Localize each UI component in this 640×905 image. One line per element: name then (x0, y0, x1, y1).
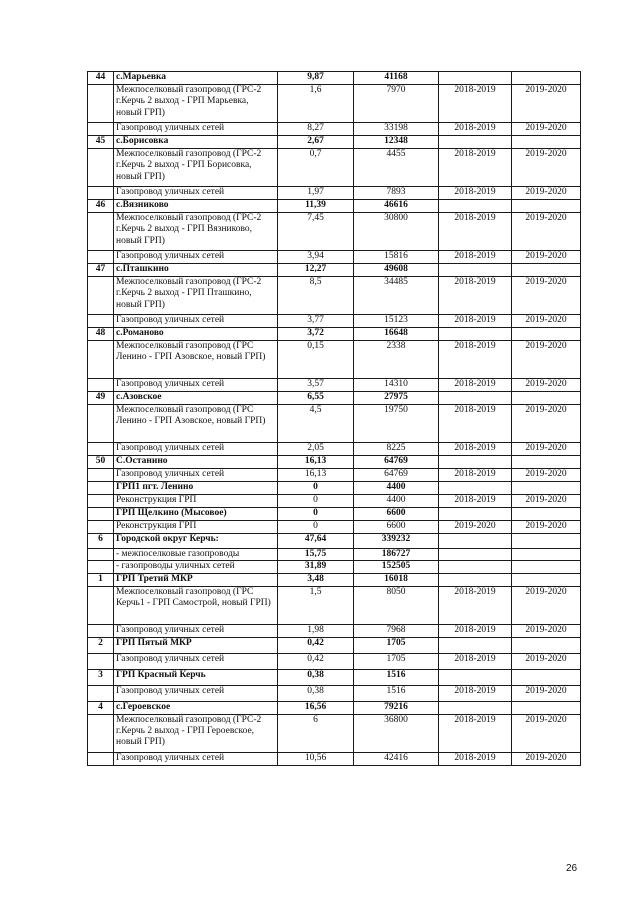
row-length: 0 (278, 482, 354, 495)
row-start-year: 2018-2019 (439, 341, 512, 379)
row-length: 1,6 (278, 85, 354, 123)
row-end-year (512, 561, 581, 573)
row-name: Межпоселковый газопровод (ГРС Ленино - ГРП Азовское, новый ГРП) (114, 405, 278, 443)
table-body (88, 72, 581, 766)
row-length: 16,56 (278, 701, 354, 714)
row-cost: 16018 (354, 573, 439, 586)
table-row (88, 752, 581, 765)
table-row (88, 624, 581, 637)
row-number (88, 561, 114, 573)
row-start-year: 2018-2019 (439, 624, 512, 637)
row-name: Газопровод уличных сетей (114, 379, 278, 392)
row-start-year (439, 264, 512, 277)
row-start-year: 2018-2019 (439, 315, 512, 328)
gas-pipeline-table (87, 71, 581, 766)
row-start-year (439, 561, 512, 573)
row-number: 2 (88, 637, 114, 653)
row-number (88, 213, 114, 251)
row-end-year: 2019-2020 (512, 379, 581, 392)
row-start-year (439, 200, 512, 213)
table-row (88, 561, 581, 573)
row-start-year: 2018-2019 (439, 752, 512, 765)
row-name: - межпоселковые газопроводы (114, 549, 278, 561)
row-length: 1,97 (278, 187, 354, 200)
row-cost: 1705 (354, 637, 439, 653)
row-length: 0,42 (278, 637, 354, 653)
row-end-year: 2019-2020 (512, 752, 581, 765)
row-number (88, 149, 114, 187)
row-number (88, 752, 114, 765)
row-length: 0,38 (278, 685, 354, 701)
row-cost: 7893 (354, 187, 439, 200)
row-cost: 49608 (354, 264, 439, 277)
table-row (88, 187, 581, 200)
row-number: 44 (88, 72, 114, 85)
table-row (88, 149, 581, 187)
row-number (88, 586, 114, 624)
row-name: с.Героевское (114, 701, 278, 714)
row-start-year: 2018-2019 (439, 714, 512, 752)
row-start-year (439, 392, 512, 405)
row-cost: 1516 (354, 669, 439, 685)
row-number (88, 277, 114, 315)
row-length: 8,27 (278, 123, 354, 136)
row-cost: 19750 (354, 405, 439, 443)
row-cost: 4400 (354, 482, 439, 495)
table-row (88, 443, 581, 456)
row-length: 2,05 (278, 443, 354, 456)
row-cost: 2338 (354, 341, 439, 379)
row-name: - газопроводы уличных сетей (114, 561, 278, 573)
row-length: 0,38 (278, 669, 354, 685)
row-name: Газопровод уличных сетей (114, 624, 278, 637)
table-row (88, 213, 581, 251)
row-end-year: 2019-2020 (512, 277, 581, 315)
row-name: ГРП Третий МКР (114, 573, 278, 586)
row-length: 3,77 (278, 315, 354, 328)
row-start-year: 2018-2019 (439, 685, 512, 701)
row-length: 1,5 (278, 586, 354, 624)
row-end-year: 2019-2020 (512, 213, 581, 251)
row-name: Газопровод уличных сетей (114, 653, 278, 669)
row-number (88, 379, 114, 392)
table-row (88, 405, 581, 443)
row-name: с.Пташкино (114, 264, 278, 277)
table-row (88, 72, 581, 85)
row-length: 3,94 (278, 251, 354, 264)
row-start-year (439, 549, 512, 561)
row-number: 46 (88, 200, 114, 213)
row-start-year (439, 72, 512, 85)
row-number: 45 (88, 136, 114, 149)
row-end-year (512, 534, 581, 549)
table-row (88, 277, 581, 315)
table-row (88, 482, 581, 495)
row-name: Газопровод уличных сетей (114, 251, 278, 264)
row-end-year: 2019-2020 (512, 85, 581, 123)
table-row (88, 508, 581, 521)
row-end-year: 2019-2020 (512, 443, 581, 456)
row-cost: 4400 (354, 495, 439, 508)
row-start-year: 2018-2019 (439, 213, 512, 251)
row-start-year (439, 573, 512, 586)
row-number (88, 714, 114, 752)
row-end-year: 2019-2020 (512, 341, 581, 379)
row-length: 0 (278, 521, 354, 534)
row-length: 12,27 (278, 264, 354, 277)
row-start-year (439, 456, 512, 469)
table-row (88, 328, 581, 341)
row-cost: 33198 (354, 123, 439, 136)
table-row (88, 495, 581, 508)
row-length: 16,13 (278, 456, 354, 469)
row-cost: 64769 (354, 456, 439, 469)
row-end-year: 2019-2020 (512, 315, 581, 328)
row-number (88, 123, 114, 136)
row-number (88, 341, 114, 379)
row-length: 47,64 (278, 534, 354, 549)
row-name: Межпоселковый газопровод (ГРС Ленино - ГРП Азовское, новый ГРП) (114, 341, 278, 379)
row-name: с.Марьевка (114, 72, 278, 85)
row-cost: 16648 (354, 328, 439, 341)
row-length: 9,87 (278, 72, 354, 85)
row-length: 3,72 (278, 328, 354, 341)
row-name: Реконструкция ГРП (114, 521, 278, 534)
row-start-year: 2019-2020 (439, 521, 512, 534)
row-number: 6 (88, 534, 114, 549)
row-end-year: 2019-2020 (512, 586, 581, 624)
row-length: 0,15 (278, 341, 354, 379)
table-row (88, 123, 581, 136)
row-start-year (439, 482, 512, 495)
row-start-year: 2018-2019 (439, 379, 512, 392)
row-end-year: 2019-2020 (512, 123, 581, 136)
row-end-year (512, 701, 581, 714)
row-cost: 6600 (354, 521, 439, 534)
row-end-year (512, 136, 581, 149)
row-cost: 12348 (354, 136, 439, 149)
row-name: Городской округ Керчь: (114, 534, 278, 549)
table-row (88, 315, 581, 328)
table-row (88, 685, 581, 701)
table-row (88, 136, 581, 149)
row-start-year: 2018-2019 (439, 653, 512, 669)
row-name: Межпоселковый газопровод (ГРС-2 г.Керчь 2 выход - ГРП Героевское, новый ГРП) (114, 714, 278, 752)
row-name: Газопровод уличных сетей (114, 469, 278, 482)
row-start-year (439, 508, 512, 521)
row-number (88, 624, 114, 637)
row-start-year: 2018-2019 (439, 251, 512, 264)
row-cost: 1705 (354, 653, 439, 669)
row-number: 50 (88, 456, 114, 469)
table-row (88, 521, 581, 534)
table-row (88, 379, 581, 392)
table-row (88, 264, 581, 277)
table-row (88, 669, 581, 685)
row-number: 1 (88, 573, 114, 586)
row-name: Межпоселковый газопровод (ГРС-2 г.Керчь 2 выход - ГРП Пташкино, новый ГРП) (114, 277, 278, 315)
row-cost: 15816 (354, 251, 439, 264)
row-number: 49 (88, 392, 114, 405)
row-end-year (512, 482, 581, 495)
table-row (88, 653, 581, 669)
row-number (88, 251, 114, 264)
row-end-year (512, 264, 581, 277)
row-number: 47 (88, 264, 114, 277)
row-length: 31,89 (278, 561, 354, 573)
row-number (88, 521, 114, 534)
table-row (88, 534, 581, 549)
row-number (88, 495, 114, 508)
row-cost: 8050 (354, 586, 439, 624)
row-cost: 42416 (354, 752, 439, 765)
row-cost: 27975 (354, 392, 439, 405)
row-end-year: 2019-2020 (512, 521, 581, 534)
row-number (88, 187, 114, 200)
row-number (88, 469, 114, 482)
row-cost: 79216 (354, 701, 439, 714)
row-end-year: 2019-2020 (512, 405, 581, 443)
row-number: 48 (88, 328, 114, 341)
row-name: с.Азовское (114, 392, 278, 405)
row-length: 11,39 (278, 200, 354, 213)
table-row (88, 701, 581, 714)
table-row (88, 200, 581, 213)
row-name: с.Романово (114, 328, 278, 341)
row-name: с.Борисовка (114, 136, 278, 149)
table-row (88, 549, 581, 561)
row-number: 3 (88, 669, 114, 685)
page-number: 26 (566, 863, 578, 874)
table-row (88, 392, 581, 405)
row-length: 0,42 (278, 653, 354, 669)
table-row (88, 456, 581, 469)
row-name: с.Вязниково (114, 200, 278, 213)
row-name: Межпоселковый газопровод (ГРС-2 г.Керчь 2 выход - ГРП Марьевка, новый ГРП) (114, 85, 278, 123)
row-name: Газопровод уличных сетей (114, 685, 278, 701)
row-cost: 46616 (354, 200, 439, 213)
row-end-year (512, 392, 581, 405)
row-end-year (512, 456, 581, 469)
row-cost: 34485 (354, 277, 439, 315)
row-end-year (512, 637, 581, 653)
row-cost: 186727 (354, 549, 439, 561)
row-length: 15,75 (278, 549, 354, 561)
table-row (88, 341, 581, 379)
row-name: Газопровод уличных сетей (114, 443, 278, 456)
row-start-year: 2018-2019 (439, 495, 512, 508)
row-cost: 6600 (354, 508, 439, 521)
row-length: 3,48 (278, 573, 354, 586)
row-number (88, 405, 114, 443)
row-cost: 36800 (354, 714, 439, 752)
row-length: 0,7 (278, 149, 354, 187)
row-name: Газопровод уличных сетей (114, 315, 278, 328)
row-number (88, 685, 114, 701)
row-length: 6 (278, 714, 354, 752)
row-cost: 1516 (354, 685, 439, 701)
row-start-year (439, 669, 512, 685)
row-start-year: 2018-2019 (439, 405, 512, 443)
row-cost: 15123 (354, 315, 439, 328)
row-cost: 14310 (354, 379, 439, 392)
row-name: Межпоселковый газопровод (ГРС Керчь1 - ГРП Самострой, новый ГРП) (114, 586, 278, 624)
row-start-year (439, 534, 512, 549)
row-cost: 7970 (354, 85, 439, 123)
row-cost: 41168 (354, 72, 439, 85)
row-number (88, 85, 114, 123)
row-end-year (512, 549, 581, 561)
row-end-year (512, 508, 581, 521)
row-length: 0 (278, 495, 354, 508)
row-end-year: 2019-2020 (512, 495, 581, 508)
row-name: Газопровод уличных сетей (114, 123, 278, 136)
row-number (88, 315, 114, 328)
row-start-year: 2018-2019 (439, 277, 512, 315)
row-length: 8,5 (278, 277, 354, 315)
row-start-year: 2018-2019 (439, 469, 512, 482)
row-start-year (439, 328, 512, 341)
row-end-year: 2019-2020 (512, 714, 581, 752)
row-number: 4 (88, 701, 114, 714)
row-name: ГРП Красный Керчь (114, 669, 278, 685)
row-end-year: 2019-2020 (512, 685, 581, 701)
row-end-year (512, 200, 581, 213)
row-start-year: 2018-2019 (439, 149, 512, 187)
table-row (88, 251, 581, 264)
row-name: Межпоселковый газопровод (ГРС-2 г.Керчь 2 выход - ГРП Вязниково, новый ГРП) (114, 213, 278, 251)
table-row (88, 637, 581, 653)
row-length: 10,56 (278, 752, 354, 765)
row-end-year: 2019-2020 (512, 624, 581, 637)
row-length: 0 (278, 508, 354, 521)
table-row (88, 85, 581, 123)
row-start-year: 2018-2019 (439, 123, 512, 136)
row-length: 4,5 (278, 405, 354, 443)
row-cost: 30800 (354, 213, 439, 251)
row-end-year (512, 669, 581, 685)
table-row (88, 586, 581, 624)
row-cost: 8225 (354, 443, 439, 456)
row-length: 2,67 (278, 136, 354, 149)
row-cost: 152505 (354, 561, 439, 573)
row-name: Газопровод уличных сетей (114, 752, 278, 765)
row-end-year (512, 72, 581, 85)
row-length: 6,55 (278, 392, 354, 405)
row-end-year (512, 573, 581, 586)
table-row (88, 469, 581, 482)
row-end-year: 2019-2020 (512, 149, 581, 187)
row-number (88, 443, 114, 456)
row-name: Реконструкция ГРП (114, 495, 278, 508)
row-length: 3,57 (278, 379, 354, 392)
row-name: ГРП Щелкино (Мысовое) (114, 508, 278, 521)
row-length: 7,45 (278, 213, 354, 251)
row-end-year (512, 328, 581, 341)
row-name: С.Останино (114, 456, 278, 469)
row-cost: 339232 (354, 534, 439, 549)
row-cost: 64769 (354, 469, 439, 482)
row-start-year: 2018-2019 (439, 187, 512, 200)
row-number (88, 653, 114, 669)
row-start-year (439, 136, 512, 149)
row-length: 16,13 (278, 469, 354, 482)
row-start-year (439, 637, 512, 653)
row-end-year: 2019-2020 (512, 251, 581, 264)
row-end-year: 2019-2020 (512, 187, 581, 200)
table-row (88, 573, 581, 586)
row-start-year: 2018-2019 (439, 85, 512, 123)
row-start-year (439, 701, 512, 714)
row-number (88, 482, 114, 495)
row-number (88, 549, 114, 561)
table-row (88, 714, 581, 752)
row-cost: 7968 (354, 624, 439, 637)
row-start-year: 2018-2019 (439, 443, 512, 456)
row-cost: 4455 (354, 149, 439, 187)
row-name: ГРП1 пгт. Ленино (114, 482, 278, 495)
row-name: Межпоселковый газопровод (ГРС-2 г.Керчь 2 выход - ГРП Борисовка, новый ГРП) (114, 149, 278, 187)
row-start-year: 2018-2019 (439, 586, 512, 624)
row-name: Газопровод уличных сетей (114, 187, 278, 200)
row-end-year: 2019-2020 (512, 469, 581, 482)
row-name: ГРП Пятый МКР (114, 637, 278, 653)
row-length: 1,98 (278, 624, 354, 637)
row-number (88, 508, 114, 521)
row-end-year: 2019-2020 (512, 653, 581, 669)
